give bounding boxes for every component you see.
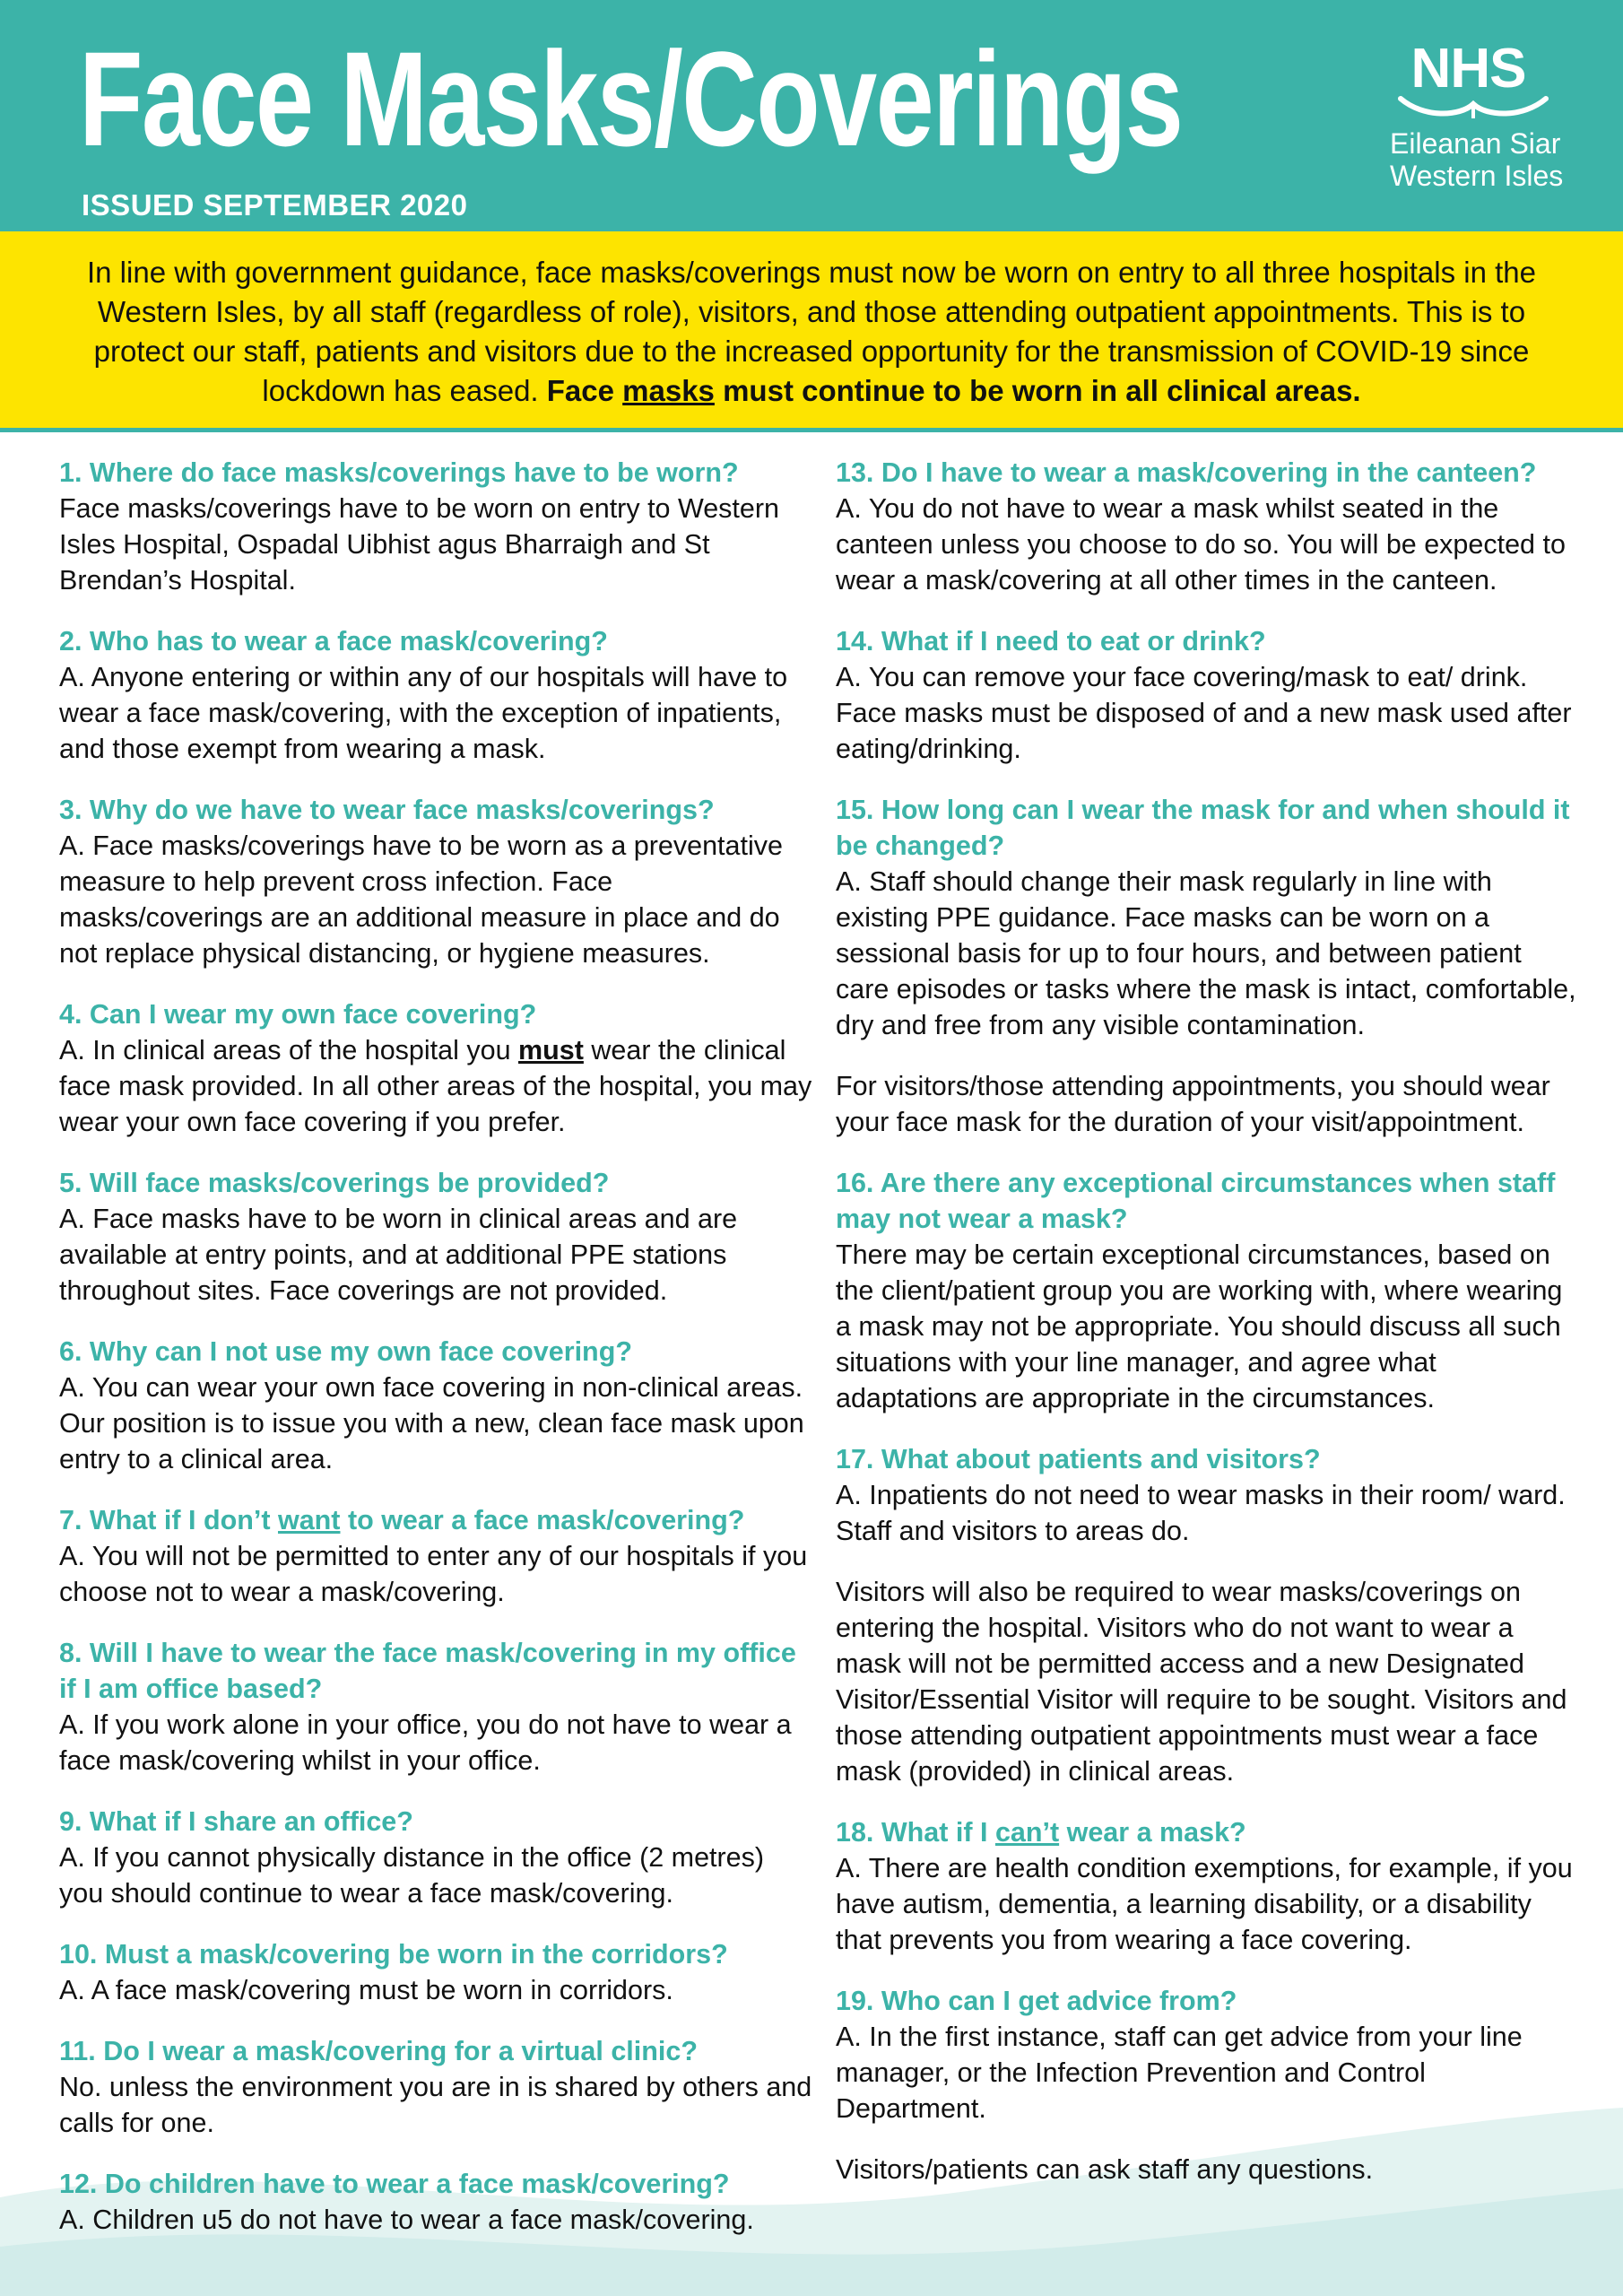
faq-answer: A. You will not be permitted to enter any of our hospitals if you choose not to wear a mask/covering. <box>59 1541 808 1607</box>
faq-item <box>59 2033 812 2141</box>
faq-question: 17. What about patients and visitors? <box>836 1444 1321 1474</box>
faq-item <box>836 1814 1582 1958</box>
faq-answer: A. Staff should change their mask regularly in line with existing PPE guidance. Face masks can be worn on a sessional basis for up to four hours, and between patient care episodes or tasks where the mask is intact, comfortable, dry and free from any visible contamination. <box>836 866 1576 1040</box>
banner-text <box>63 253 1560 411</box>
faq-item <box>59 1334 812 1477</box>
faq-note: Visitors will also be required to wear masks/coverings on entering the hospital. Visitors who do not want to wear a mask will not be permitted access and a new Designated Visitor/Essential Visitor will require to be sought. Visitors and those attending outpatient appointments must wear a face mask (provided) in clinical areas. <box>836 1577 1567 1787</box>
faq-item <box>836 792 1582 1043</box>
faq-question: 16. Are there any exceptional circumstances when staff may not wear a mask? <box>836 1168 1556 1234</box>
faq-answer: There may be certain exceptional circumstances, based on the client/patient group you are working with, where wearing a mask may not be appropriate. You should discuss all such situations with your line manager, and agree what adaptations are appropriate in the circumstances. <box>836 1239 1563 1413</box>
faq-item <box>59 1936 812 2008</box>
faq-question: 15. How long can I wear the mask for and when should it be changed? <box>836 795 1570 861</box>
emphasis-cant: can’t <box>994 1817 1060 1848</box>
faq-question: 14. What if I need to eat or drink? <box>836 626 1266 657</box>
faq-question: 1. Where do face masks/coverings have to be worn? <box>59 457 739 488</box>
faq-question: 12. Do children have to wear a face mask/covering? <box>59 2169 730 2199</box>
open-book-icon <box>1397 91 1549 122</box>
org-name-english: Western Isles <box>1390 160 1564 192</box>
page-title: Face Masks/Coverings <box>79 23 1183 174</box>
faq-item <box>59 996 812 1140</box>
nhs-logo-text: NHS <box>1410 38 1526 100</box>
faq-item <box>836 1441 1582 1549</box>
issue-date: ISSUED SEPTEMBER 2020 <box>82 188 468 222</box>
faq-answer: A. If you work alone in your office, you do not have to wear a face mask/covering whilst in your office. <box>59 1709 792 1776</box>
faq-item <box>59 455 812 598</box>
faq-answer: A. A face mask/covering must be worn in corridors. <box>59 1975 673 2005</box>
faq-answer: A. There are health condition exemptions, for example, if you have autism, dementia, a learning disability, or a disability that prevents you from wearing a face covering. <box>836 1853 1573 1955</box>
emphasis-want: want <box>277 1505 341 1535</box>
faq-answer: A. Face masks have to be worn in clinical areas and are available at entry points, and at additional PPE stations throughout sites. Face coverings are not provided. <box>59 1204 738 1306</box>
faq-column-left <box>59 455 812 2263</box>
faq-question: 5. Will face masks/coverings be provided? <box>59 1168 610 1198</box>
faq-item <box>59 1502 812 1610</box>
faq-item <box>836 1165 1582 1416</box>
faq-answer: A. Children u5 do not have to wear a face mask/covering. <box>59 2205 754 2235</box>
faq-answer: No. unless the environment you are in is shared by others and calls for one. <box>59 2072 812 2138</box>
faq-question: 13. Do I have to wear a mask/covering in the canteen? <box>836 457 1537 488</box>
faq-question: 10. Must a mask/covering be worn in the corridors? <box>59 1939 728 1970</box>
header-bar <box>0 0 1623 231</box>
faq-question: 4. Can I wear my own face covering? <box>59 999 537 1030</box>
faq-item <box>59 1635 812 1779</box>
faq-answer: A. Anyone entering or within any of our hospitals will have to wear a face mask/covering, with the exception of inpatients, and those exempt from wearing a mask. <box>59 662 788 764</box>
faq-item <box>59 2166 812 2238</box>
faq-answer: A. You can remove your face covering/mask to eat/ drink. Face masks must be disposed of and a new mask used after eating/drinking. <box>836 662 1572 764</box>
faq-answer: Face masks/coverings have to be worn on entry to Western Isles Hospital, Ospadal Uibhist agus Bharraigh and St Brendan’s Hospital. <box>59 493 779 596</box>
faq-question: 11. Do I wear a mask/covering for a virtual clinic? <box>59 2036 698 2066</box>
faq-question: 7. What if I don’t want to wear a face mask/covering? <box>59 1505 745 1535</box>
faq-question: 19. Who can I get advice from? <box>836 1986 1237 2016</box>
faq-answer: A. In clinical areas of the hospital you must wear the clinical face mask provided. In all other areas of the hospital, you may wear your own face covering if you prefer. <box>59 1035 812 1137</box>
faq-answer: A. You do not have to wear a mask whilst seated in the canteen unless you choose to do so. You will be expected to wear a mask/covering at all other times in the canteen. <box>836 493 1566 596</box>
faq-item <box>59 623 812 767</box>
faq-question: 8. Will I have to wear the face mask/covering in my office if I am office based? <box>59 1638 796 1704</box>
faq-question: 6. Why can I not use my own face covering? <box>59 1336 632 1367</box>
faq-item <box>59 1165 812 1309</box>
nhs-logo <box>1390 39 1569 192</box>
faq-question: 2. Who has to wear a face mask/covering? <box>59 626 608 657</box>
faq-item <box>836 1983 1582 2126</box>
faq-item <box>59 1804 812 1911</box>
faq-answer: A. In the first instance, staff can get advice from your line manager, or the Infection Prevention and Control Department. <box>836 2022 1523 2124</box>
faq-question: 3. Why do we have to wear face masks/coverings? <box>59 795 715 825</box>
faq-item <box>59 792 812 971</box>
banner-bold: Face masks must continue to be worn in all clinical areas. <box>546 374 1361 407</box>
faq-question: 9. What if I share an office? <box>59 1806 413 1837</box>
guidance-banner <box>0 231 1623 432</box>
faq-answer: A. If you cannot physically distance in the office (2 metres) you should continue to wear a face mask/covering. <box>59 1842 765 1909</box>
faq-note: Visitors/patients can ask staff any questions. <box>836 2154 1374 2185</box>
emphasis-must: must <box>518 1035 584 1065</box>
banner-body: In line with government guidance, face masks/coverings must now be worn on entry to all three hospitals in the Western Isles, by all staff (regardless of role), visitors, and those attending outpatient appointments. This is to protect our staff, patients and visitors due to the increased opportunity for the transmission of COVID-19 since lockdown has eased. <box>86 256 1537 407</box>
faq-answer: A. Face masks/coverings have to be worn as a preventative measure to help prevent cross infection. Face masks/coverings are an additional measure in place and do not replace physical distancing, or hygiene measures. <box>59 831 783 969</box>
faq-item <box>836 623 1582 767</box>
faq-item <box>836 455 1582 598</box>
faq-answer: A. You can wear your own face covering in non-clinical areas. Our position is to issue you with a new, clean face mask upon entry to a clinical area. <box>59 1372 804 1474</box>
faq-question: 18. What if I can’t wear a mask? <box>836 1817 1246 1848</box>
faq-note: For visitors/those attending appointments, you should wear your face mask for the duration of your visit/appointment. <box>836 1071 1550 1137</box>
faq-column-right <box>836 455 1582 2213</box>
faq-answer: A. Inpatients do not need to wear masks in their room/ ward. Staff and visitors to areas do. <box>836 1480 1566 1546</box>
org-name-gaelic: Eileanan Siar <box>1390 127 1561 160</box>
